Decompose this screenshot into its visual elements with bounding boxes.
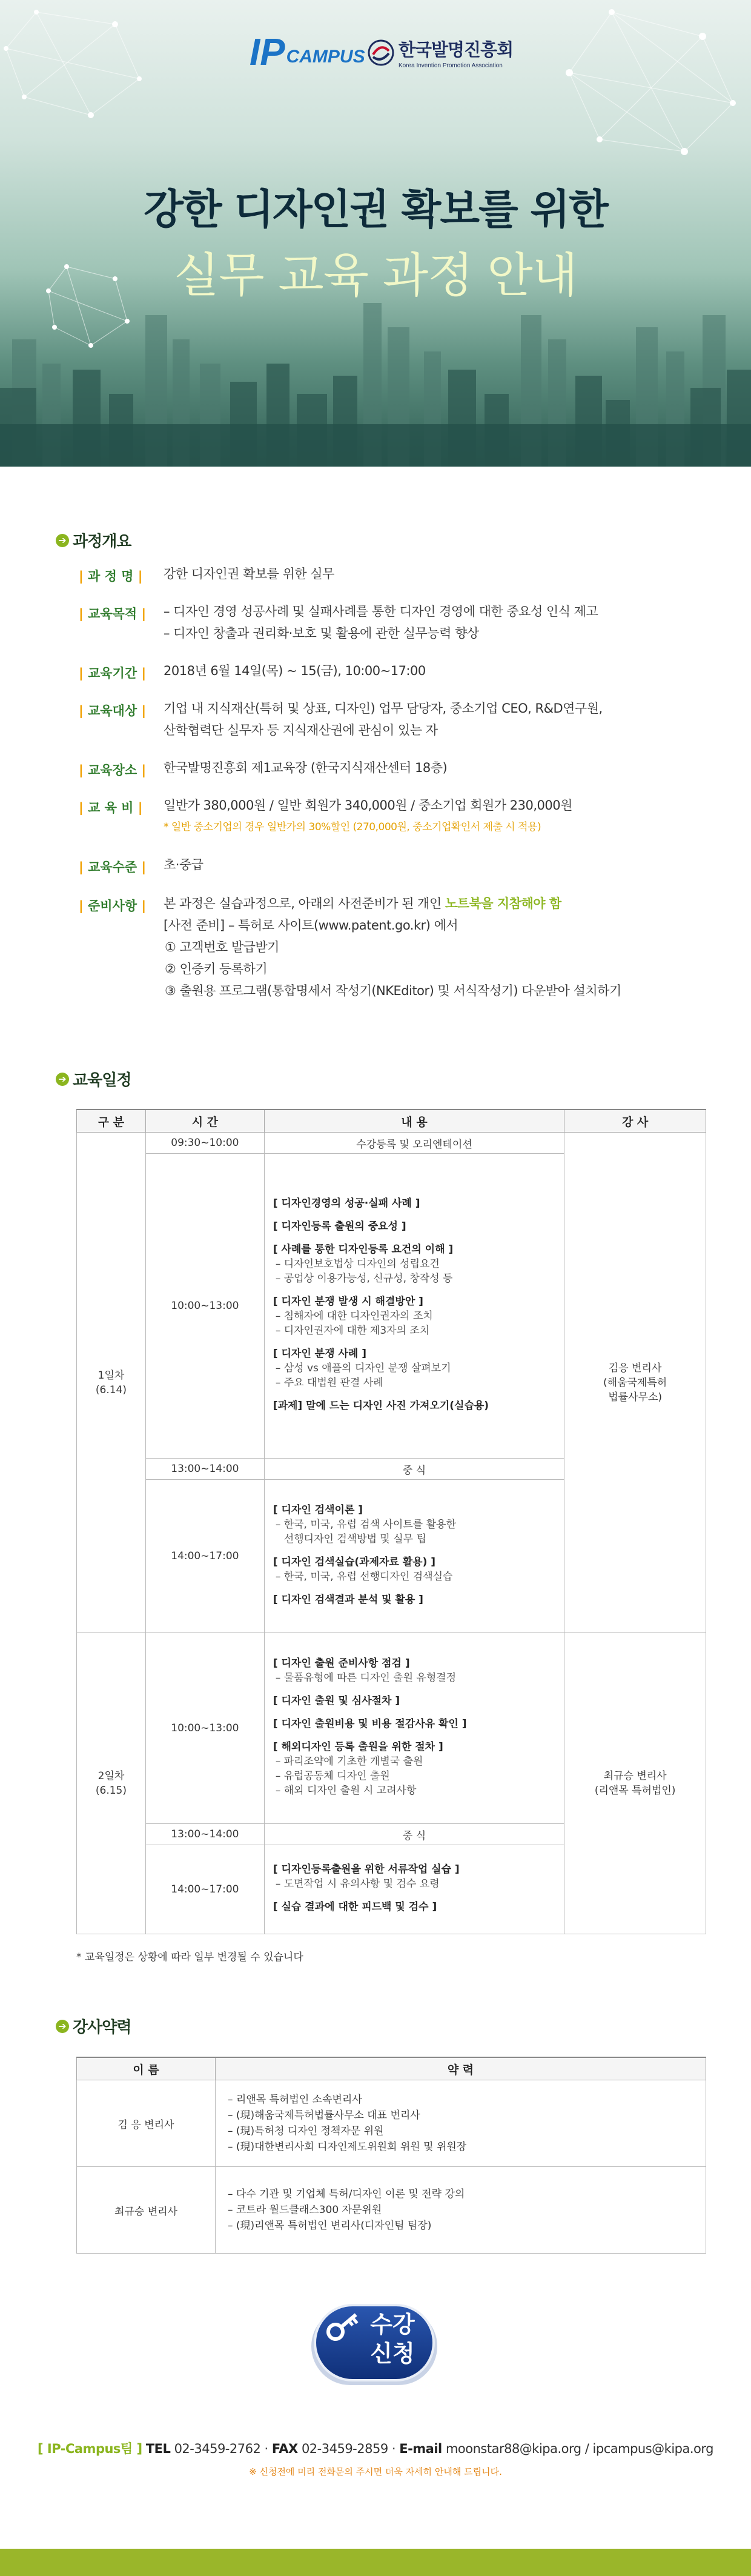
arrow-circle-icon: ➔ bbox=[56, 534, 69, 547]
page: IP CAMPUS 한국발명진흥회 Korea Invention Promotion Association 강한 디자인권 확보를 위한 실무 교육 과정 안내 ➔ 과정개요 | 과 정 명 | 강한 디자인권 확보를 위한 실무 | 교육목적 | – 디자인 경영 성공사례 및 실패사례를 통한 디자인 경영에 대한 중요성 인식 제고 – 디자인 창출과 권리화·보호 및 활용에 관한 실무능력 향상 | 교육기간 | 2018년 6월 14일(목) ~ 15(금), 10:00~17:00 | 교육대상 | 기업 내 지식재산(특허 및 상표, 디자인) 업무 담당자, 중소기업 CEO, R&D연구원, 산학협력단 실무자 등 지식재산권에 관심이 있는 자 | 교육장소 | 한국발명진흥회 제1교육장 (한국지식재산센터 18층) | 교 육 비 | 일반가 380,000원 / 일반 회원가 340,000원 / 중소기업 회원가 230,000원 * 일반 중소기업의 경우 일반가의 30%할인 (270,000원, 중소기업확인서 제출 시 적용) | 교육수준 | 초·중급 | 준비사항 | 본 과정은 실습과정으로, 아래의 사전준비가 된 개인 노트북을 지참해야 함 [사전 준비] – 특허로 사이트(www.patent.go.kr) 에서 ① 고객번호 발급받기 ② 인증키 등록하기 ③ 출원용 프로그램(통합명세서 작성기(NKEditor) 및 서식작성기) 다운받아 설치하기 ➔ 교육일정 구 분 시 간 내 용 강 사 1일차 (6.14) 09:30~10:00 수강등록 및 오리엔테이션 김응 변리사 (해움국제특허 법률사무소) 10:00~13:00 [ 디자인경영의 성공·실패 사례 ] [ 디자인등록 출원의 중요성 ] [ 사례를 통한 디자인등록 요건의 이해 ] – 디자인보호법상 디자인의 성립요건 – 공업상 이용가능성, 신규성, 창작성 등 [ 디자인 분쟁 발생 시 해결방안 ] – 침해자에 대한 디자인권자의 조치 – 디자인권자에 대한 제3자의 조치 [ 디자인 분쟁 사례 ] – 삼성 vs 애플의 디자인 분쟁 살펴보기 – 주요 대법원 판결 사례 [과제] 말에 드는 디자인 사진 가져오기(실습용) 13:00~14:00 중 식 14:00~17:00 [ 디자인 검색이론 ] – 한국, 미국, 유럽 검색 사이트를 활용한 선행디자인 검색방법 및 실무 팁 [ 디자인 검색실습(과제자료 활용) ] – 한국, 미국, 유럽 선행디자인 검색실습 [ 디자인 검색결과 분석 및 활용 ] 2일차 (6.15) 10:00~13:00 [ 디자인 출원 준비사항 점검 ] – 물품유형에 따른 디자인 출원 유형결정 [ 디자인 출원 및 심사절차 ] [ 디자인 출원비용 및 비용 절감사유 확인 ] [ 해외디자인 등록 출원을 위한 절차 ] – 파리조약에 기초한 개별국 출원 – 유럽공동체 디자인 출원 – 해외 디자인 출원 시 고려사항 최규승 변리사 (리앤목 특허법인) 13:00~14:00 중 식 14:00~17:00 [ 디자인등록출원을 위한 서류작업 실습 ] – 도면작업 시 유의사항 및 검수 요령 [ 실습 결과에 대한 피드백 및 검수 ] * 교육일정은 상황에 따라 일부 변경될 수 있습니다 ➔ 강사약력 이 름 약 력 김 응 변리사 – 리앤목 특허법인 소속변리사 – (現)해움국제특허법률사무소 대표 변리사 – (現)특허청 디자인 정책자문 위원 – (現)대한변리사회 디자인제도위원회 위원 및 위원장 최규승 변리사 – 다수 기관 및 기업체 특허/디자인 이론 및 전략 강의 – 코트라 월드클래스300 자문위원 – (現)리앤목 특허법인 변리사(디자인팀 팀장) 수강 신청 [ IP-Campus팀 ] TEL 02-3459-2762 · FAX 02-3459-2859 · E-mail moonstar88@kipa.org / ipcampus@kipa.org ※ 신청전에 미리 전화문의 주시면 더욱 자세히 안내해 드립니다. bbox=[0, 0, 751, 2576]
kipa-subtitle: Korea Invention Promotion Association bbox=[399, 62, 503, 69]
instructor-table bbox=[76, 2057, 706, 2254]
day2-morning-row: 2일차 (6.15) 10:00~13:00 [ 디자인 출원 준비사항 점검 ] – 물품유형에 따른 디자인 출원 유형결정 [ 디자인 출원 및 심사절차 ] [ 디자인 출원비용 및 비용 절감사유 확인 ] [ 해외디자인 등록 출원을 위한 절차 ] – 파리조약에 기초한 개별국 출원 – 유럽공동체 디자인 출원 – 해외 디자인 출원 시 고려사항 최규승 변리사 (리앤목 특허법인) bbox=[77, 1633, 706, 1824]
arrow-circle-icon: ➔ bbox=[56, 2020, 69, 2033]
day1-afternoon-row: 14:00~17:00 [ 디자인 검색이론 ] – 한국, 미국, 유럽 검색 사이트를 활용한 선행디자인 검색방법 및 실무 팁 [ 디자인 검색실습(과제자료 활용) ] – 한국, 미국, 유럽 선행디자인 검색실습 [ 디자인 검색결과 분석 및 활용 ] bbox=[77, 1480, 706, 1633]
ipcampus-logo bbox=[250, 34, 365, 72]
instructor-row: 최규승 변리사 – 다수 기관 및 기업체 특허/디자인 이론 및 전략 강의 – 코트라 월드클래스300 자문위원 – (現)리앤목 특허법인 변리사(디자인팀 팀장) bbox=[77, 2167, 706, 2254]
section-schedule-heading: ➔ 교육일정 bbox=[56, 1068, 131, 1090]
footer-team-name: [ IP-Campus팀 ] bbox=[38, 2441, 142, 2456]
day2-instructor: 최규승 변리사 (리앤목 특허법인) bbox=[564, 1633, 706, 1934]
day2-afternoon-row: 14:00~17:00 [ 디자인등록출원을 위한 서류작업 실습 ] – 도면작업 시 유의사항 및 검수 요령 [ 실습 결과에 대한 피드백 및 검수 ] bbox=[77, 1845, 706, 1934]
footer-contact: [ IP-Campus팀 ] TEL 02-3459-2762 · FAX 02-3459-2859 · E-mail moonstar88@kipa.org / ipcampus@kipa.org bbox=[38, 2441, 713, 2456]
day1-morning-row: 10:00~13:00 [ 디자인경영의 성공·실패 사례 ] [ 디자인등록 출원의 중요성 ] [ 사례를 통한 디자인등록 요건의 이해 ] – 디자인보호법상 디자인의 성립요건 – 공업상 이용가능성, 신규성, 창작성 등 [ 디자인 분쟁 발생 시 해결방안 ] – 침해자에 대한 디자인권자의 조치 – 디자인권자에 대한 제3자의 조치 [ 디자인 분쟁 사례 ] – 삼성 vs 애플의 디자인 분쟁 살펴보기 – 주요 대법원 판결 사례 [과제] 말에 드는 디자인 사진 가져오기(실습용) bbox=[77, 1154, 706, 1459]
footer-email: moonstar88@kipa.org / ipcampus@kipa.org bbox=[445, 2441, 713, 2456]
day1-label: 1일차 (6.14) bbox=[77, 1133, 146, 1633]
footer-bar bbox=[0, 2549, 751, 2576]
day1-orientation-row: 1일차 (6.14) 09:30~10:00 수강등록 및 오리엔테이션 김응 변리사 (해움국제특허 법률사무소) bbox=[77, 1133, 706, 1154]
kipa-emblem-icon bbox=[367, 39, 395, 67]
day2-lunch-row: 13:00~14:00 중 식 bbox=[77, 1824, 706, 1845]
day2-morning-content: [ 디자인 출원 준비사항 점검 ] – 물품유형에 따른 디자인 출원 유형결정 [ 디자인 출원 및 심사절차 ] [ 디자인 출원비용 및 비용 절감사유 확인 ] [ 해외디자인 등록 출원을 위한 절차 ] – 파리조약에 기초한 개별국 출원 – 유럽공동체 디자인 출원 – 해외 디자인 출원 시 고려사항 bbox=[264, 1633, 564, 1824]
day2-label: 2일차 (6.15) bbox=[77, 1633, 146, 1934]
footer-fax: 02-3459-2859 bbox=[301, 2441, 388, 2456]
schedule-table bbox=[76, 1109, 706, 1934]
instructor-header-row: 이 름 약 력 bbox=[77, 2057, 706, 2080]
kipa-logo bbox=[367, 36, 513, 69]
hero-banner bbox=[0, 0, 751, 467]
section-instructors-heading: ➔ 강사약력 bbox=[56, 2015, 131, 2037]
ipcampus-logo-word: CAMPUS bbox=[286, 47, 365, 67]
day1-lunch-row: 13:00~14:00 중 식 bbox=[77, 1459, 706, 1480]
schedule-header-row: 구 분 시 간 내 용 강 사 bbox=[77, 1110, 706, 1133]
hero-title-line2: 실무 교육 과정 안내 bbox=[173, 248, 578, 303]
instructor-row: 김 응 변리사 – 리앤목 특허법인 소속변리사 – (現)해움국제특허법률사무소 대표 변리사 – (現)특허청 디자인 정책자문 위원 – (現)대한변리사회 디자인제도위원회 위원 및 위원장 bbox=[77, 2080, 706, 2167]
arrow-circle-icon: ➔ bbox=[56, 1073, 69, 1086]
fee-discount-note: * 일반 중소기업의 경우 일반가의 30%할인 (270,000원, 중소기업확인서 제출 시 적용) bbox=[164, 821, 541, 833]
day1-afternoon-content: [ 디자인 검색이론 ] – 한국, 미국, 유럽 검색 사이트를 활용한 선행디자인 검색방법 및 실무 팁 [ 디자인 검색실습(과제자료 활용) ] – 한국, 미국, 유럽 선행디자인 검색실습 [ 디자인 검색결과 분석 및 활용 ] bbox=[264, 1480, 564, 1633]
day1-morning-content: [ 디자인경영의 성공·실패 사례 ] [ 디자인등록 출원의 중요성 ] [ 사례를 통한 디자인등록 요건의 이해 ] – 디자인보호법상 디자인의 성립요건 – 공업상 이용가능성, 신규성, 창작성 등 [ 디자인 분쟁 발생 시 해결방안 ] – 침해자에 대한 디자인권자의 조치 – 디자인권자에 대한 제3자의 조치 [ 디자인 분쟁 사례 ] – 삼성 vs 애플의 디자인 분쟁 살펴보기 – 주요 대법원 판결 사례 [과제] 말에 드는 디자인 사진 가져오기(실습용) bbox=[264, 1154, 564, 1459]
apply-button-label[interactable]: 수강 신청 bbox=[370, 2311, 415, 2367]
ipcampus-logo-ip: IP bbox=[250, 32, 285, 73]
footer-tel: 02-3459-2762 bbox=[174, 2441, 261, 2456]
day1-instructor: 김응 변리사 (해움국제특허 법률사무소) bbox=[564, 1133, 706, 1633]
footer-note: ※ 신청전에 미리 전화문의 주시면 더욱 자세히 안내해 드립니다. bbox=[249, 2466, 502, 2477]
schedule-note: * 교육일정은 상황에 따라 일부 변경될 수 있습니다 bbox=[76, 1951, 303, 1963]
section-overview-heading: ➔ 과정개요 bbox=[56, 529, 131, 551]
day2-afternoon-content: [ 디자인등록출원을 위한 서류작업 실습 ] – 도면작업 시 유의사항 및 검수 요령 [ 실습 결과에 대한 피드백 및 검수 ] bbox=[264, 1845, 564, 1934]
hero-title-line1: 강한 디자인권 확보를 위한 bbox=[144, 186, 607, 234]
laptop-required-highlight: 노트북을 지참해야 함 bbox=[445, 896, 561, 911]
kipa-name: 한국발명진흥회 bbox=[399, 39, 514, 60]
